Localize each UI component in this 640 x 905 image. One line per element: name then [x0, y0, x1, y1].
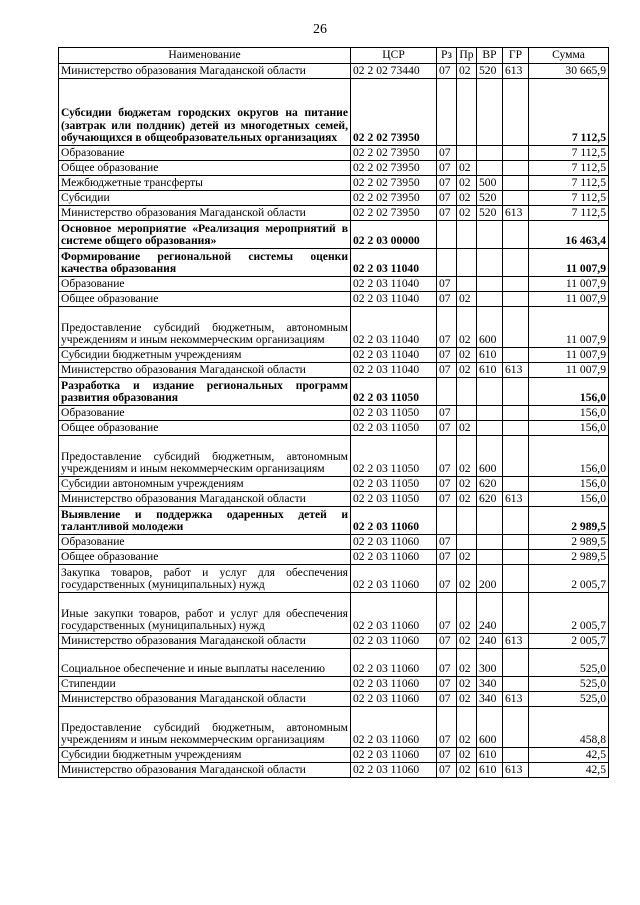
- table-row: [59, 593, 609, 634]
- cell-csr: 02 2 03 11040: [351, 363, 437, 378]
- cell-sum: 2 989,5: [529, 535, 609, 550]
- table-row: [59, 307, 609, 348]
- cell-csr: 02 2 03 11060: [351, 565, 437, 593]
- cell-csr: 02 2 03 11060: [351, 677, 437, 692]
- cell-csr: 02 2 02 73950: [351, 79, 437, 146]
- cell-rz: 07: [437, 692, 457, 707]
- cell-gr: 613: [503, 692, 529, 707]
- cell-pr: 02: [457, 677, 477, 692]
- cell-sum: 7 112,5: [529, 191, 609, 206]
- cell-csr: 02 2 03 11060: [351, 535, 437, 550]
- cell-sum: 7 112,5: [529, 146, 609, 161]
- cell-name: Министерство образования Магаданской области: [59, 64, 351, 79]
- cell-pr: 02: [457, 748, 477, 763]
- table-row: [59, 292, 609, 307]
- cell-name: Субсидии: [59, 191, 351, 206]
- cell-rz: 07: [437, 593, 457, 634]
- cell-vr: [477, 535, 503, 550]
- table-row: [59, 565, 609, 593]
- cell-pr: 02: [457, 707, 477, 748]
- cell-vr: [477, 277, 503, 292]
- table-row: [59, 649, 609, 677]
- cell-pr: 02: [457, 649, 477, 677]
- cell-vr: 200: [477, 565, 503, 593]
- cell-csr: 02 2 03 11060: [351, 507, 437, 535]
- cell-vr: [477, 406, 503, 421]
- cell-name: Министерство образования Магаданской области: [59, 492, 351, 507]
- cell-gr: [503, 565, 529, 593]
- cell-vr: 500: [477, 176, 503, 191]
- cell-rz: 07: [437, 477, 457, 492]
- cell-sum: 2 989,5: [529, 507, 609, 535]
- cell-vr: 340: [477, 677, 503, 692]
- cell-name: Министерство образования Магаданской области: [59, 763, 351, 778]
- cell-sum: 42,5: [529, 748, 609, 763]
- table-row: [59, 763, 609, 778]
- cell-pr: 02: [457, 363, 477, 378]
- cell-vr: [477, 161, 503, 176]
- cell-rz: 07: [437, 707, 457, 748]
- table-row: [59, 677, 609, 692]
- cell-name: Межбюджетные трансферты: [59, 176, 351, 191]
- cell-rz: 07: [437, 146, 457, 161]
- cell-vr: 520: [477, 206, 503, 221]
- cell-gr: [503, 707, 529, 748]
- cell-csr: 02 2 03 11040: [351, 277, 437, 292]
- cell-vr: 520: [477, 191, 503, 206]
- table-row: [59, 249, 609, 277]
- table-row: [59, 436, 609, 477]
- cell-rz: 07: [437, 348, 457, 363]
- table-row: [59, 535, 609, 550]
- cell-csr: 02 2 03 11040: [351, 348, 437, 363]
- cell-pr: [457, 146, 477, 161]
- cell-sum: 30 665,9: [529, 64, 609, 79]
- cell-pr: 02: [457, 307, 477, 348]
- cell-vr: [477, 221, 503, 249]
- cell-name: Закупка товаров, работ и услуг для обеспечения государственных (муниципальных) нужд: [59, 565, 351, 593]
- cell-pr: 02: [457, 492, 477, 507]
- cell-pr: [457, 249, 477, 277]
- cell-name: Субсидии бюджетным учреждениям: [59, 748, 351, 763]
- cell-sum: 11 007,9: [529, 307, 609, 348]
- cell-rz: [437, 249, 457, 277]
- cell-csr: 02 2 03 11060: [351, 748, 437, 763]
- cell-rz: 07: [437, 191, 457, 206]
- cell-vr: 240: [477, 593, 503, 634]
- cell-csr: 02 2 03 11060: [351, 634, 437, 649]
- cell-name: Общее образование: [59, 421, 351, 436]
- cell-vr: 600: [477, 307, 503, 348]
- cell-pr: 02: [457, 64, 477, 79]
- table-row: [59, 477, 609, 492]
- cell-rz: 07: [437, 292, 457, 307]
- cell-gr: [503, 146, 529, 161]
- cell-gr: 613: [503, 64, 529, 79]
- cell-pr: 02: [457, 436, 477, 477]
- cell-sum: 525,0: [529, 649, 609, 677]
- cell-sum: 42,5: [529, 763, 609, 778]
- cell-pr: 02: [457, 176, 477, 191]
- cell-name: Министерство образования Магаданской области: [59, 692, 351, 707]
- cell-gr: [503, 507, 529, 535]
- cell-csr: 02 2 02 73950: [351, 206, 437, 221]
- cell-name: Министерство образования Магаданской области: [59, 634, 351, 649]
- cell-gr: [503, 535, 529, 550]
- cell-sum: 525,0: [529, 677, 609, 692]
- cell-gr: [503, 748, 529, 763]
- cell-sum: 2 005,7: [529, 634, 609, 649]
- table-row: [59, 421, 609, 436]
- cell-vr: 610: [477, 363, 503, 378]
- table-row: [59, 634, 609, 649]
- cell-name: Стипендии: [59, 677, 351, 692]
- table-row: [59, 79, 609, 146]
- cell-csr: 02 2 03 11040: [351, 307, 437, 348]
- cell-csr: 02 2 03 11060: [351, 649, 437, 677]
- cell-pr: 02: [457, 421, 477, 436]
- cell-vr: 600: [477, 436, 503, 477]
- cell-sum: 525,0: [529, 692, 609, 707]
- cell-gr: [503, 161, 529, 176]
- cell-rz: 07: [437, 176, 457, 191]
- header-sum: Сумма: [529, 48, 609, 64]
- cell-pr: [457, 277, 477, 292]
- cell-gr: [503, 406, 529, 421]
- cell-name: Образование: [59, 277, 351, 292]
- cell-csr: 02 2 03 11060: [351, 692, 437, 707]
- table-row: [59, 191, 609, 206]
- cell-sum: 2 005,7: [529, 565, 609, 593]
- cell-gr: 613: [503, 363, 529, 378]
- table-row: [59, 748, 609, 763]
- table-row: [59, 378, 609, 406]
- cell-name: Предоставление субсидий бюджетным, автономным учреждениям и иным некоммерческим организациям: [59, 436, 351, 477]
- cell-pr: [457, 507, 477, 535]
- table-row: [59, 348, 609, 363]
- cell-sum: 156,0: [529, 421, 609, 436]
- cell-csr: 02 2 03 11050: [351, 492, 437, 507]
- cell-rz: [437, 79, 457, 146]
- cell-rz: 07: [437, 634, 457, 649]
- cell-pr: 02: [457, 292, 477, 307]
- cell-rz: 07: [437, 550, 457, 565]
- header-gr: ГР: [503, 48, 529, 64]
- cell-sum: 2 989,5: [529, 550, 609, 565]
- cell-vr: [477, 292, 503, 307]
- header-vr: ВР: [477, 48, 503, 64]
- cell-gr: [503, 191, 529, 206]
- cell-name: Общее образование: [59, 292, 351, 307]
- cell-sum: 156,0: [529, 436, 609, 477]
- cell-rz: 07: [437, 436, 457, 477]
- cell-csr: 02 2 03 11050: [351, 378, 437, 406]
- header-name: Наименование: [59, 48, 351, 64]
- table-row: [59, 176, 609, 191]
- table-row: [59, 161, 609, 176]
- cell-vr: 340: [477, 692, 503, 707]
- cell-rz: 07: [437, 492, 457, 507]
- cell-csr: 02 2 03 11050: [351, 406, 437, 421]
- cell-csr: 02 2 03 11050: [351, 421, 437, 436]
- cell-sum: 7 112,5: [529, 206, 609, 221]
- cell-csr: 02 2 03 11040: [351, 249, 437, 277]
- header-pr: Пр: [457, 48, 477, 64]
- cell-gr: [503, 378, 529, 406]
- cell-rz: 07: [437, 206, 457, 221]
- table-header-row: [59, 48, 609, 64]
- cell-gr: [503, 176, 529, 191]
- table-body: [59, 64, 609, 778]
- cell-vr: 600: [477, 707, 503, 748]
- cell-csr: 02 2 02 73950: [351, 191, 437, 206]
- cell-sum: 11 007,9: [529, 292, 609, 307]
- cell-vr: 610: [477, 348, 503, 363]
- cell-gr: [503, 421, 529, 436]
- cell-pr: [457, 535, 477, 550]
- cell-sum: 7 112,5: [529, 79, 609, 146]
- cell-name: Субсидии автономным учреждениям: [59, 477, 351, 492]
- cell-csr: 02 2 03 11060: [351, 593, 437, 634]
- cell-gr: [503, 593, 529, 634]
- table-row: [59, 707, 609, 748]
- cell-name: Общее образование: [59, 161, 351, 176]
- table-row: [59, 206, 609, 221]
- cell-rz: 07: [437, 677, 457, 692]
- cell-rz: 07: [437, 277, 457, 292]
- cell-pr: 02: [457, 206, 477, 221]
- page-number: 26: [313, 22, 327, 37]
- cell-vr: [477, 507, 503, 535]
- table-row: [59, 146, 609, 161]
- cell-csr: 02 2 03 11060: [351, 763, 437, 778]
- cell-gr: [503, 477, 529, 492]
- cell-name: Формирование региональной системы оценки качества образования: [59, 249, 351, 277]
- cell-rz: [437, 507, 457, 535]
- cell-rz: 07: [437, 748, 457, 763]
- cell-gr: [503, 307, 529, 348]
- cell-sum: 156,0: [529, 406, 609, 421]
- cell-csr: 02 2 03 11050: [351, 477, 437, 492]
- cell-vr: [477, 79, 503, 146]
- cell-gr: [503, 292, 529, 307]
- cell-sum: 11 007,9: [529, 348, 609, 363]
- table-row: [59, 492, 609, 507]
- cell-name: Основное мероприятие «Реализация мероприятий в системе общего образования»: [59, 221, 351, 249]
- cell-pr: 02: [457, 348, 477, 363]
- cell-sum: 11 007,9: [529, 363, 609, 378]
- cell-pr: 02: [457, 477, 477, 492]
- cell-gr: [503, 249, 529, 277]
- table-row: [59, 277, 609, 292]
- cell-csr: 02 2 03 11040: [351, 292, 437, 307]
- cell-sum: 156,0: [529, 492, 609, 507]
- cell-gr: [503, 550, 529, 565]
- cell-csr: 02 2 02 73950: [351, 176, 437, 191]
- cell-pr: 02: [457, 550, 477, 565]
- cell-gr: [503, 436, 529, 477]
- cell-pr: [457, 378, 477, 406]
- cell-gr: 613: [503, 634, 529, 649]
- cell-csr: 02 2 03 00000: [351, 221, 437, 249]
- cell-vr: [477, 249, 503, 277]
- cell-name: Предоставление субсидий бюджетным, автономным учреждениям и иным некоммерческим организациям: [59, 707, 351, 748]
- table-row: [59, 64, 609, 79]
- cell-sum: 11 007,9: [529, 249, 609, 277]
- cell-pr: 02: [457, 565, 477, 593]
- cell-name: Министерство образования Магаданской области: [59, 206, 351, 221]
- cell-vr: [477, 550, 503, 565]
- cell-vr: 610: [477, 763, 503, 778]
- cell-name: Разработка и издание региональных программ развития образования: [59, 378, 351, 406]
- cell-gr: [503, 79, 529, 146]
- cell-csr: 02 2 03 11060: [351, 707, 437, 748]
- cell-csr: 02 2 03 11060: [351, 550, 437, 565]
- cell-name: Общее образование: [59, 550, 351, 565]
- cell-gr: [503, 221, 529, 249]
- cell-sum: 2 005,7: [529, 593, 609, 634]
- cell-gr: [503, 677, 529, 692]
- cell-vr: 610: [477, 748, 503, 763]
- header-rz: Рз: [437, 48, 457, 64]
- table-row: [59, 550, 609, 565]
- cell-name: Министерство образования Магаданской области: [59, 363, 351, 378]
- cell-rz: 07: [437, 363, 457, 378]
- cell-rz: 07: [437, 565, 457, 593]
- cell-vr: 620: [477, 492, 503, 507]
- cell-rz: 07: [437, 421, 457, 436]
- cell-gr: [503, 277, 529, 292]
- cell-pr: [457, 221, 477, 249]
- cell-pr: [457, 79, 477, 146]
- cell-vr: [477, 146, 503, 161]
- cell-name: Субсидии бюджетным учреждениям: [59, 348, 351, 363]
- cell-csr: 02 2 02 73440: [351, 64, 437, 79]
- cell-gr: 613: [503, 763, 529, 778]
- table-row: [59, 507, 609, 535]
- cell-pr: 02: [457, 161, 477, 176]
- table-row: [59, 692, 609, 707]
- cell-gr: [503, 649, 529, 677]
- cell-csr: 02 2 02 73950: [351, 146, 437, 161]
- cell-rz: 07: [437, 649, 457, 677]
- cell-csr: 02 2 02 73950: [351, 161, 437, 176]
- cell-vr: [477, 378, 503, 406]
- cell-pr: 02: [457, 763, 477, 778]
- cell-vr: 520: [477, 64, 503, 79]
- header-csr: ЦСР: [351, 48, 437, 64]
- cell-sum: 458,8: [529, 707, 609, 748]
- cell-name: Образование: [59, 406, 351, 421]
- cell-pr: 02: [457, 191, 477, 206]
- cell-pr: 02: [457, 692, 477, 707]
- table-row: [59, 406, 609, 421]
- cell-rz: [437, 378, 457, 406]
- cell-name: Субсидии бюджетам городских округов на питание (завтрак или полдник) детей из многодетных семей, обучающихся в общеобразовательных организациях: [59, 79, 351, 146]
- table-row: [59, 363, 609, 378]
- cell-name: Образование: [59, 146, 351, 161]
- cell-rz: [437, 221, 457, 249]
- cell-vr: [477, 421, 503, 436]
- cell-pr: 02: [457, 634, 477, 649]
- cell-name: Выявление и поддержка одаренных детей и талантливой молодежи: [59, 507, 351, 535]
- cell-rz: 07: [437, 307, 457, 348]
- cell-csr: 02 2 03 11050: [351, 436, 437, 477]
- cell-rz: 07: [437, 535, 457, 550]
- cell-gr: [503, 348, 529, 363]
- cell-vr: 300: [477, 649, 503, 677]
- cell-name: Образование: [59, 535, 351, 550]
- cell-sum: 11 007,9: [529, 277, 609, 292]
- cell-gr: 613: [503, 206, 529, 221]
- cell-pr: 02: [457, 593, 477, 634]
- budget-table: [58, 47, 609, 778]
- cell-vr: 620: [477, 477, 503, 492]
- cell-rz: 07: [437, 161, 457, 176]
- cell-name: Предоставление субсидий бюджетным, автономным учреждениям и иным некоммерческим организациям: [59, 307, 351, 348]
- cell-sum: 7 112,5: [529, 161, 609, 176]
- cell-sum: 156,0: [529, 378, 609, 406]
- cell-rz: 07: [437, 406, 457, 421]
- cell-name: Социальное обеспечение и иные выплаты населению: [59, 649, 351, 677]
- table-row: [59, 221, 609, 249]
- cell-name: Иные закупки товаров, работ и услуг для обеспечения государственных (муниципальных) нужд: [59, 593, 351, 634]
- cell-sum: 7 112,5: [529, 176, 609, 191]
- cell-pr: [457, 406, 477, 421]
- cell-sum: 156,0: [529, 477, 609, 492]
- cell-gr: 613: [503, 492, 529, 507]
- cell-sum: 16 463,4: [529, 221, 609, 249]
- cell-rz: 07: [437, 763, 457, 778]
- cell-vr: 240: [477, 634, 503, 649]
- cell-rz: 07: [437, 64, 457, 79]
